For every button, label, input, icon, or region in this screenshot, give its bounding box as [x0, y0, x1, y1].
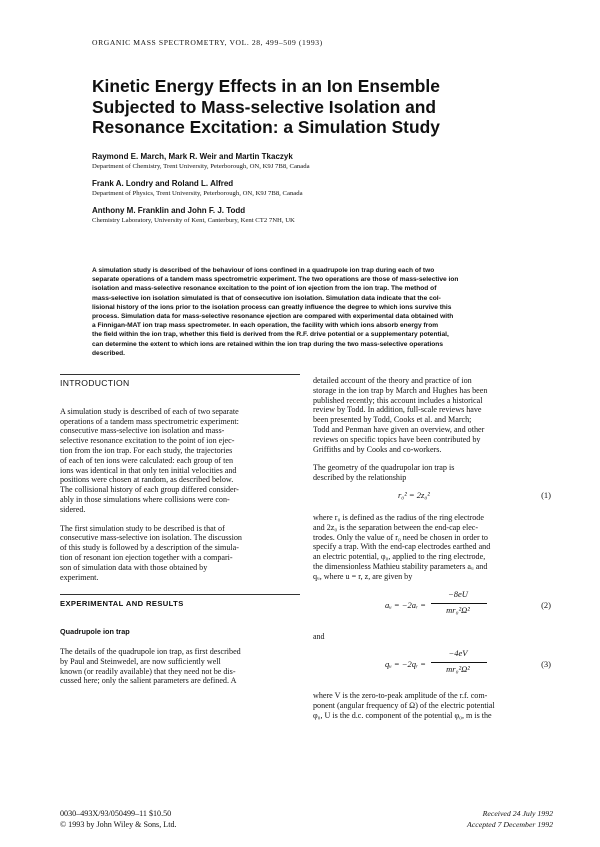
- text-line: of this study is followed by a description of the simula-: [60, 543, 239, 553]
- author-group: [92, 179, 512, 198]
- abstract-line: the field within the ion trap, whether this field is derived from the R.F. drive potential or a supplementary potential,: [92, 331, 449, 339]
- running-head: ORGANIC MASS SPECTROMETRY, VOL. 28, 499–509 (1993): [92, 38, 323, 47]
- issn-code: 0030–493X/93/050499–11 $10.50: [60, 809, 172, 818]
- text-line: detailed account of the theory and practice of ion: [313, 376, 472, 385]
- text-line: ably in those simulations where collisions were con-: [60, 494, 230, 504]
- equation-1: [313, 489, 553, 507]
- text-line: cussed here; only the salient parameters are defined. A: [60, 676, 237, 686]
- author-list: [92, 152, 512, 233]
- paragraph: [60, 524, 300, 583]
- text-line: ponent (angular frequency of Ω) of the electric potential: [313, 701, 495, 711]
- author-group: [92, 206, 512, 225]
- abstract-line: can determine the extent to which ions are retained within the ion trap during the two mass-selective operations: [92, 340, 444, 348]
- text-line: specify a trap. With the end-cap electrodes earthed and: [313, 542, 491, 552]
- text-line: Griffiths and by Cooks and co-workers.: [313, 444, 442, 454]
- connective-text: and: [313, 631, 325, 641]
- text-line: A simulation study is described of each of two separate: [60, 406, 239, 416]
- footer-publication-info: [60, 808, 300, 830]
- text-line: positions were chosen at random, as described below.: [60, 475, 234, 485]
- author-names: Anthony M. Franklin and John F. J. Todd: [92, 206, 246, 215]
- text-line: trodes. Only the value of r₀ need be chosen in order to: [313, 532, 488, 542]
- abstract-line: mass-selective ion isolation simulated is that of consecutive ion isolation. Simulation data indicate that the col-: [92, 294, 441, 302]
- equation-denominator: mr₀²Ω²: [446, 664, 470, 675]
- text-line: where V is the zero-to-peak amplitude of the r.f. com-: [313, 691, 488, 701]
- equation-number: (1): [541, 489, 551, 500]
- text-line: the dimensionless Mathieu stability parameters aᵤ and: [313, 561, 488, 571]
- author-affiliation: Department of Physics, Trent University, Peterborough, ON, K9J 7B8, Canada: [92, 190, 303, 197]
- text-line: published recently; this account includes a historical: [313, 395, 483, 405]
- text-line: The geometry of the quadrupolar ion trap is: [313, 463, 455, 473]
- left-column: [60, 374, 300, 695]
- paragraph: [60, 407, 300, 515]
- author-names: Raymond E. March, Mark R. Weir and Martin Tkaczyk: [92, 152, 293, 161]
- right-column: [313, 376, 553, 730]
- text-line: by Paul and Steinwedel, are now sufficiently well: [60, 656, 221, 666]
- author-group: [92, 152, 512, 171]
- abstract-line: A simulation study is described of the behaviour of ions confined in a quadrupole ion trap during each of two: [92, 267, 435, 274]
- abstract-line: described.: [92, 349, 125, 357]
- text-line: ions was identical in that only ten initial velocities and: [60, 465, 237, 475]
- equation-numerator: −4eV: [448, 648, 468, 659]
- footer-dates: [400, 808, 553, 830]
- text-line: experiment.: [60, 572, 99, 582]
- text-line: reviews on specific topics have been contributed by: [313, 434, 481, 444]
- text-line: of each of ten ions were calculated: each group of ten: [60, 455, 234, 465]
- abstract-line: process. Simulation data for mass-selective resonance ejection are compared with experimental data obtained with: [92, 313, 454, 321]
- fraction-bar: [431, 603, 487, 604]
- text-line: tion from the ion trap. For each study, the trajectories: [60, 445, 233, 455]
- fraction-bar: [431, 662, 487, 663]
- text-line: known (or readily available) that they need not be dis-: [60, 666, 236, 676]
- equation-lhs: qᵤ = −2qᵣ =: [385, 659, 426, 670]
- text-line: The details of the quadrupole ion trap, as first described: [60, 646, 241, 656]
- equation-number: (3): [541, 659, 551, 670]
- title-line: Subjected to Mass-selective Isolation and: [92, 96, 437, 117]
- equation-expression: r₀² = 2z₀²: [398, 489, 430, 500]
- text-line: an electric potential, φ₀, applied to the ring electrode,: [313, 552, 486, 562]
- equation-denominator: mr₀²Ω²: [446, 604, 470, 615]
- text-line: been presented by Todd, Cooks et al. and March;: [313, 415, 472, 425]
- section-heading-experimental: EXPERIMENTAL AND RESULTS: [60, 599, 184, 609]
- text-line: review by Todd. In addition, full-scale reviews have: [313, 405, 482, 415]
- received-date: Received 24 July 1992: [482, 809, 553, 818]
- author-affiliation: Chemistry Laboratory, University of Kent, Canterbury, Kent CT2 7NH, UK: [92, 217, 295, 224]
- text-line: son of simulation data with those obtained by: [60, 562, 208, 572]
- text-line: described by the relationship: [313, 473, 407, 483]
- text-line: sidered.: [60, 504, 86, 514]
- text-line: φ₀, U is the d.c. component of the potential φ₀, m is the: [313, 710, 492, 720]
- paragraph: [60, 647, 300, 686]
- equation-lhs: aᵤ = −2aᵣ =: [385, 599, 426, 610]
- abstract-line: a Finnigan-MAT ion trap mass spectrometer. In each operation, the facility with which ions absorb energy from: [92, 322, 439, 330]
- subsection-heading: Quadrupole ion trap: [60, 627, 130, 637]
- equation-2: [313, 590, 553, 624]
- equation-number: (2): [541, 599, 551, 610]
- abstract-line: isolation and mass-selective resonance excitation to the point of ion ejection from the ion trap. The method of: [92, 285, 437, 293]
- text-line: selective resonance excitation to the point of ion ejec-: [60, 436, 235, 446]
- article-title: [92, 76, 522, 138]
- text-line: Todd and Penman have given an overview, and other: [313, 424, 485, 434]
- author-names: Frank A. Londry and Roland L. Alfred: [92, 179, 234, 188]
- copyright-notice: © 1993 by John Wiley & Sons, Ltd.: [60, 820, 177, 829]
- text-line: consecutive mass-selective ion isolation. The discussion: [60, 533, 242, 543]
- abstract-line: separate operations of a tandem mass spectrometric experiment. The two operations are those of mass-selective ion: [92, 276, 459, 284]
- text-line: storage in the ion trap by March and Hughes has been: [313, 385, 488, 395]
- paragraph: [313, 691, 553, 720]
- paragraph: [313, 463, 553, 483]
- text-line: where r₀ is defined as the radius of the ring electrode: [313, 512, 484, 522]
- text-line: The first simulation study to be described is that of: [60, 523, 225, 533]
- text-line: tion of resonant ion ejection together with a compari-: [60, 552, 233, 562]
- paragraph: [313, 376, 553, 454]
- text-line: qᵤ, where u = r, z, are given by: [313, 571, 413, 581]
- title-line: Resonance Excitation: a Simulation Study: [92, 117, 440, 137]
- abstract: [92, 266, 510, 358]
- paragraph: [313, 513, 553, 582]
- section-heading-introduction: INTRODUCTION: [60, 378, 130, 388]
- text-line: operations of a tandem mass spectrometric experiment:: [60, 416, 239, 426]
- author-affiliation: Department of Chemistry, Trent University, Peterborough, ON, K9J 7B8, Canada: [92, 163, 310, 170]
- equation-numerator: −8eU: [448, 588, 468, 599]
- text-line: consecutive mass-selective ion isolation and mass-: [60, 426, 225, 436]
- accepted-date: Accepted 7 December 1992: [467, 820, 553, 829]
- abstract-line: lisional history of the ions prior to the isolation process can greatly influence the degree to which ions survive this: [92, 303, 452, 311]
- title-line: Kinetic Energy Effects in an Ion Ensemble: [92, 76, 440, 96]
- equation-3: [313, 649, 553, 683]
- text-line: The collisional history of each group differed consider-: [60, 485, 239, 495]
- text-line: and 2z₀ is the separation between the end-cap elec-: [313, 522, 479, 532]
